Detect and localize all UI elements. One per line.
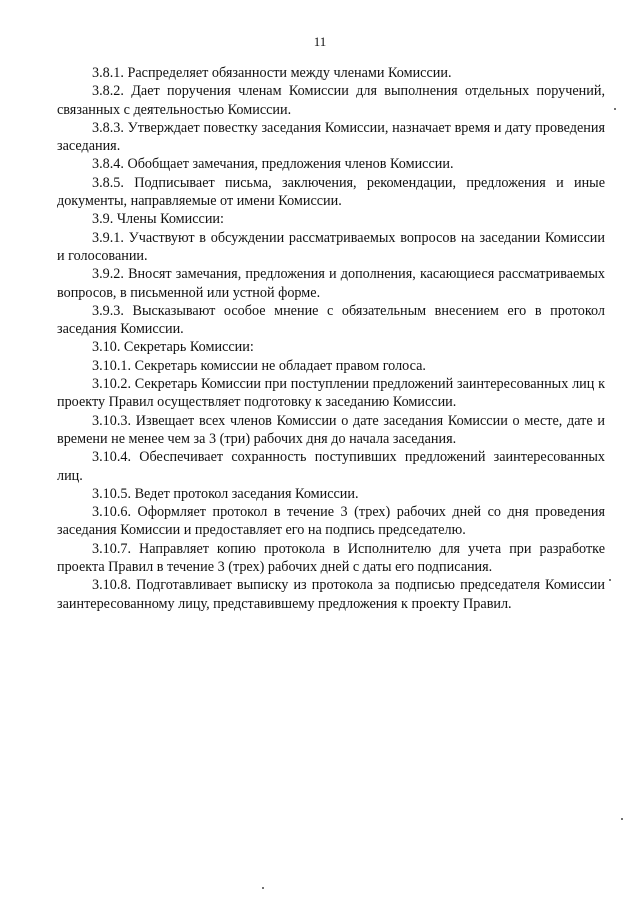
scan-speck (609, 579, 611, 581)
paragraph-3-8-3: 3.8.3. Утверждает повестку заседания Комиссии, назначает время и дату проведения заседания. (57, 119, 605, 155)
paragraph-3-10-8: 3.10.8. Подготавливает выписку из протокола за подписью председателя Комиссии заинтересованному лицу, представившему предложения к проекту Правил. (57, 577, 605, 612)
paragraph-3-9-1: 3.9.1. Участвуют в обсуждении рассматриваемых вопросов на заседании Комиссии и голосовании. (57, 229, 605, 264)
paragraph-3-10-5: 3.10.5. Ведет протокол заседания Комиссии. (92, 485, 359, 502)
document-body (57, 64, 605, 613)
scan-speck (621, 818, 623, 820)
scan-speck (262, 887, 264, 889)
paragraph-3-10-7: 3.10.7. Направляет копию протокола в Исполнителю для учета при разработке проекта Правил в течение 3 (трех) рабочих дней с даты его подписания. (57, 540, 605, 576)
paragraph-3-10-3: 3.10.3. Извещает всех членов Комиссии о дате заседания Комиссии о месте, дате и времени не менее чем за 3 (три) рабочих дня до начала заседания. (57, 412, 605, 447)
paragraph-3-10-1: 3.10.1. Секретарь комиссии не обладает правом голоса. (92, 357, 426, 374)
page-number: 11 (313, 34, 327, 49)
paragraph-3-9-2: 3.9.2. Вносят замечания, предложения и дополнения, касающиеся рассматриваемых вопросов, в письменной или устной форме. (57, 266, 605, 301)
paragraph-3-9-heading: 3.9. Члены Комиссии: (92, 211, 224, 228)
paragraph-3-10-6: 3.10.6. Оформляет протокол в течение 3 (трех) рабочих дней со дня проведения заседания Комиссии и предоставляет его на подпись председателю. (57, 504, 605, 539)
paragraph-3-10-4: 3.10.4. Обеспечивает сохранность поступивших предложений заинтересованных лиц. (57, 449, 605, 484)
paragraph-3-8-2: 3.8.2. Дает поручения членам Комиссии для выполнения отдельных поручений, связанных с деятельностью Комиссии. (57, 83, 605, 118)
paragraph-3-8-4: 3.8.4. Обобщает замечания, предложения членов Комиссии. (92, 156, 454, 173)
paragraph-3-9-3: 3.9.3. Высказывают особое мнение с обязательным внесением его в протокол заседания Комиссии. (57, 302, 605, 338)
paragraph-3-10-heading: 3.10. Секретарь Комиссии: (92, 339, 254, 356)
paragraph-3-10-2: 3.10.2. Секретарь Комиссии при поступлении предложений заинтересованных лиц к проекту Правил осуществляет подготовку к заседанию Комиссии. (57, 376, 605, 411)
scan-speck (614, 108, 616, 110)
paragraph-3-8-5: 3.8.5. Подписывает письма, заключения, рекомендации, предложения и иные документы, направляемые от имени Комиссии. (57, 174, 605, 210)
paragraph-3-8-1: 3.8.1. Распределяет обязанности между членами Комиссии. (92, 65, 452, 81)
